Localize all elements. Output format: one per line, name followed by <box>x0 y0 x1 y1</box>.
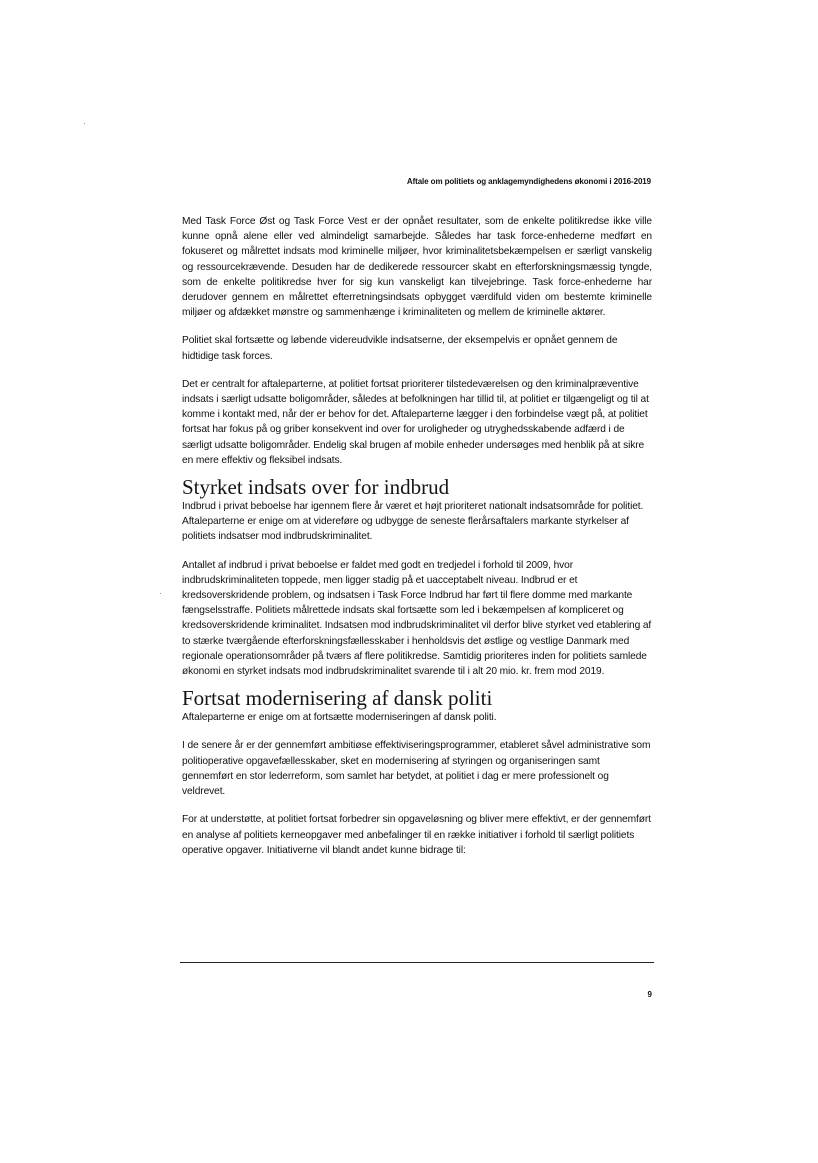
paragraph-exposed-areas: Det er centralt for aftaleparterne, at politiet fortsat prioriterer tilstedeværelsen og den kriminalpræventive indsats i særligt udsatte boligområder, således at befolkningen har tillid til, at politiet er tilgængeligt og til at komme i kontakt med, når der er behov for det. Aftaleparterne lægger i den forbindelse vægt på, at politiet fortsat har fokus på og griber konsekvent ind over for uroligheder og utryghedsskabende adfærd i de særligt udsatte boligområder. Endelig skal brugen af mobile enheder undersøges med henblik på at sikre en mere effektiv og fleksibel indsats. <box>182 378 649 466</box>
paragraph-burglary-statistics: Antallet af indbrud i privat beboelse er faldet med godt en tredjedel i forhold til 2009, hvor indbrudskriminaliteten toppede, men ligger stadig på et uacceptabelt niveau. Indbrud er et kredsoverskridende problem, og indsatsen i Task Force Indbrud har ført til flere domme med markante fængselsstraffe. Politiets målrettede indsats skal fortsætte som led i bekæmpelsen af kompliceret og kredsoverskridende kriminalitet. Indsatsen mod indbrudskriminalitet vil derfor blive styrket ved etablering af to stærke tværgående efterforskningsfællesskaber i henholdsvis det østlige og vestlige Danmark med regionale operationsområder på tværs af flere politikredse. Samtidig prioriteres inden for politiets samlede økonomi en styrket indsats mod indbrudskriminalitet svarende til i alt 20 mio. kr. frem mod 2019. <box>182 559 652 678</box>
paragraph-core-task-analysis: For at understøtte, at politiet fortsat forbedrer sin opgaveløsning og bliver mere effektivt, er der gennemført en analyse af politiets kerneopgaver med anbefalinger til en række initiativer i forhold til særligt politiets operative opgaver. Initiativerne vil blandt andet kunne bidrage til: <box>182 814 651 856</box>
scan-speck <box>84 123 85 124</box>
paragraph-modernisation-intro: Aftaleparterne er enige om at fortsætte moderniseringen af dansk politi. <box>182 712 497 724</box>
paragraph-burglary-priority: Indbrud i privat beboelse har igennem flere år været et højt prioriteret nationalt indsatsområde for politiet. Aftaleparterne er enige om at videreføre og udbygge de seneste flerårsaftalers markante styrkelser af politiets indsatser mod indbrudskriminalitet. <box>182 501 644 543</box>
scan-speck <box>160 593 161 594</box>
paragraph-modernisation-history: I de senere år er der gennemført ambitiøse effektiviseringsprogrammer, etableret såvel administrative som politioperative opgavefællesskaber, sket en modernisering af styringen og organiseringen samt gennemført en stor lederreform, som samlet har betydet, at politiet i dag er mere professionelt og veldrevet. <box>182 740 651 798</box>
page-number: 9 <box>647 990 652 999</box>
section-heading-modernisation: Fortsat modernisering af dansk politi <box>182 686 493 711</box>
section-heading-burglary: Styrket indsats over for indbrud <box>182 475 450 500</box>
main-content <box>182 214 652 858</box>
footer-divider <box>180 962 654 963</box>
paragraph-task-force-continue: Politiet skal fortsætte og løbende videreudvikle indsatserne, der eksempelvis er opnået gennem de hidtidige task forces. <box>182 335 618 362</box>
paragraph-task-force-results: Med Task Force Øst og Task Force Vest er der opnået resultater, som de enkelte politikredse ikke ville kunne opnå alene eller ved almindeligt samarbejde. Således har task force-enhederne medført en fokuseret og målrettet indsats mod kriminelle miljøer, hvor kriminalitetsbekæmpelsen er særligt vanskelig og ressourcekrævende. Desuden har de dedikerede ressourcer skabt en efterforskningsmæssig tyngde, som de enkelte politikredse hver for sig kun vanskeligt kan tilvejebringe. Task force-enhederne har derudover gennem en målrettet efterretningsindsats opbygget værdifuld viden om bestemte kriminelle miljøer og afdækket mønstre og sammenhænge i kriminaliteten og mellem de kriminelle aktører. <box>182 216 652 319</box>
running-header: Aftale om politiets og anklagemyndighedens økonomi i 2016-2019 <box>406 177 651 186</box>
